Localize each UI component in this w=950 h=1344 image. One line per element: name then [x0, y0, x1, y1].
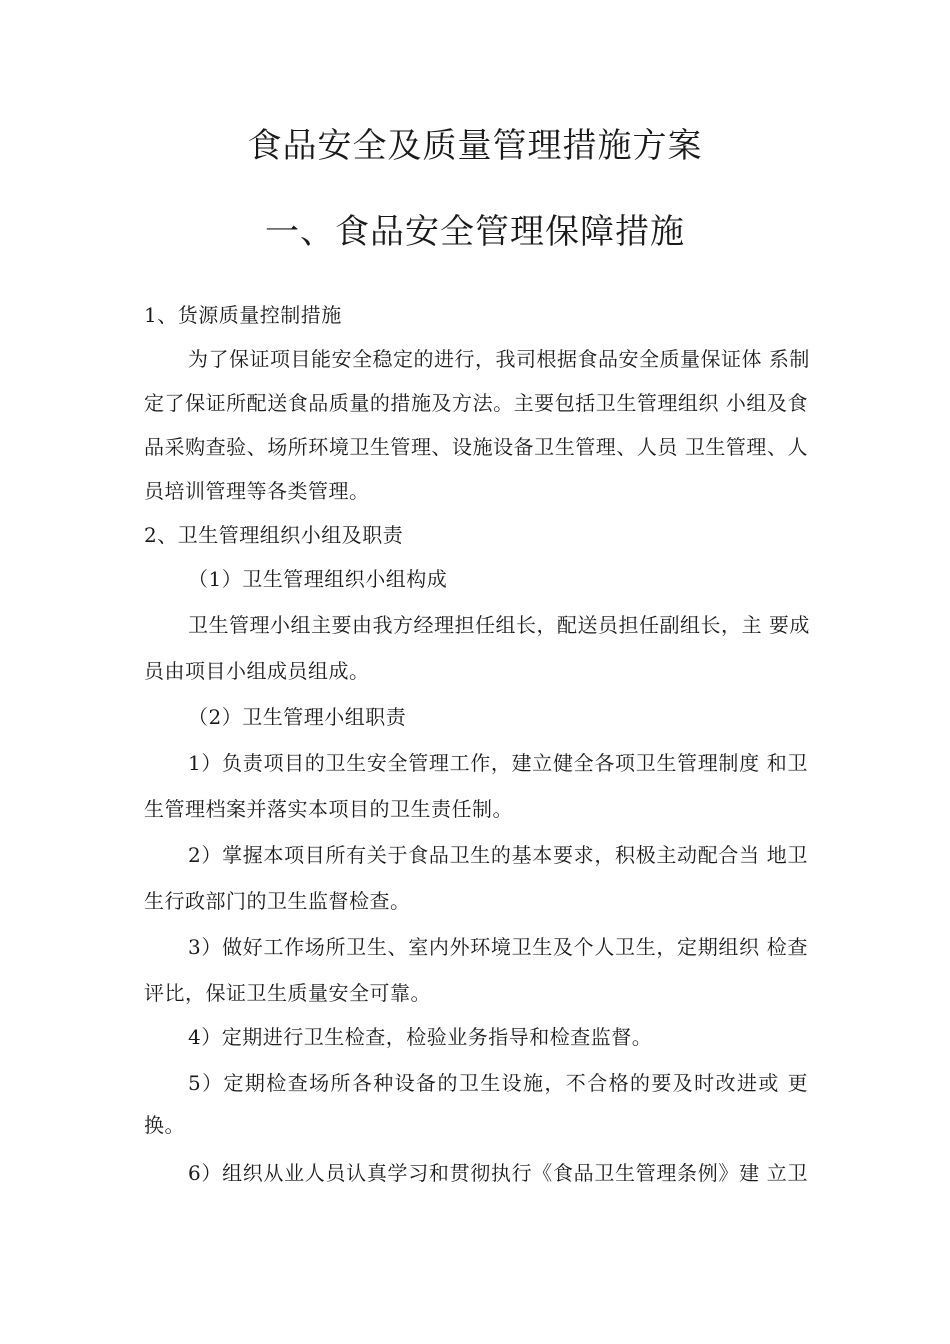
list-item-3: 3）做好工作场所卫生、室内外环境卫生及个人卫生，定期组织 检查 [188, 935, 808, 959]
list-item-4: 4）定期进行卫生检查，检验业务指导和检查监督。 [188, 1025, 653, 1049]
paragraph-line: 员培训管理等各类管理。 [144, 479, 370, 503]
subheading-1: （1）卫生管理组织小组构成 [188, 567, 448, 591]
heading-2: 2、卫生管理组织小组及职责 [144, 523, 404, 547]
section-title: 一、食品安全管理保障措施 [265, 212, 685, 252]
list-item-2: 2）掌握本项目所有关于食品卫生的基本要求，积极主动配合当 地卫 [188, 843, 808, 867]
list-item-1-cont: 生管理档案并落实本项目的卫生责任制。 [144, 797, 513, 821]
list-item-5: 5）定期检查场所各种设备的卫生设施，不合格的要及时改进或 更 [188, 1071, 808, 1095]
heading-1: 1、货源质量控制措施 [144, 303, 342, 327]
list-item-2-cont: 生行政部门的卫生监督检查。 [144, 889, 411, 913]
list-item-5-cont: 换。 [144, 1113, 185, 1137]
paragraph-line: 卫生管理小组主要由我方经理担任组长，配送员担任副组长，主 要成 [188, 613, 810, 637]
subheading-2: （2）卫生管理小组职责 [188, 705, 407, 729]
paragraph-line: 员由项目小组成员组成。 [144, 659, 370, 683]
paragraph-line: 为了保证项目能安全稳定的进行，我司根据食品安全质量保证体 系制 [188, 347, 810, 371]
paragraph-line: 定了保证所配送食品质量的措施及方法。主要包括卫生管理组织 小组及食 [144, 391, 808, 415]
paragraph-line: 品采购查验、场所环境卫生管理、设施设备卫生管理、人员 卫生管理、人 [144, 435, 808, 459]
list-item-1: 1）负责项目的卫生安全管理工作，建立健全各项卫生管理制度 和卫 [188, 751, 808, 775]
document-title: 食品安全及质量管理措施方案 [247, 126, 703, 166]
list-item-3-cont: 评比，保证卫生质量安全可靠。 [144, 981, 431, 1005]
list-item-6: 6）组织从业人员认真学习和贯彻执行《食品卫生管理条例》建 立卫 [188, 1161, 808, 1185]
